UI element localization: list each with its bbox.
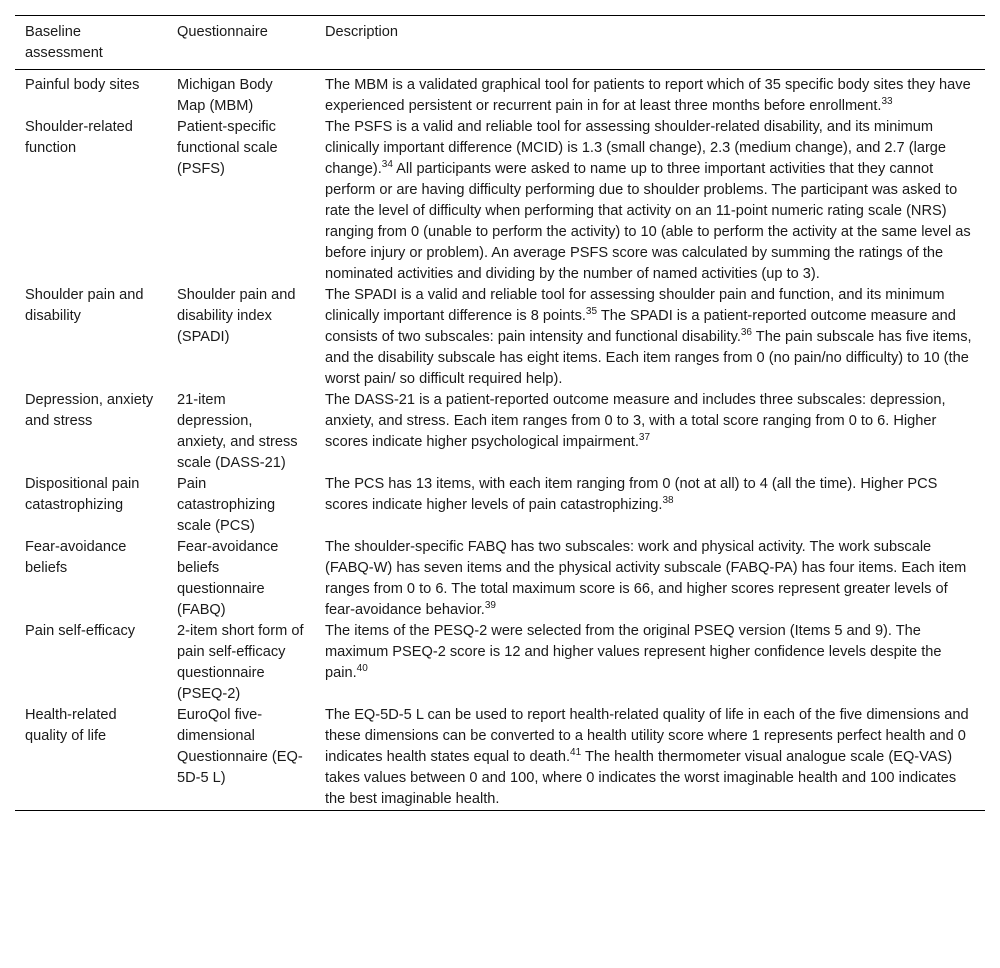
- cell-baseline-assessment: Dispositional pain catastrophizing: [25, 476, 140, 513]
- cell-baseline-assessment: Health-related quality of life: [25, 707, 117, 744]
- citation-superscript: 38: [662, 495, 674, 507]
- header-questionnaire: Questionnaire: [177, 24, 268, 40]
- citation-superscript: 37: [638, 432, 651, 444]
- cell-description: [315, 390, 985, 474]
- cell-questionnaire: Patient-specific functional scale (PSFS): [177, 119, 278, 177]
- header-row: [15, 16, 985, 70]
- table-header: [15, 16, 985, 70]
- description-text: The DASS-21 is a patient-reported outcome measure and includes three subscales: depression, anxiety, and stress. Each item ranges from 0 to 3, with a total score ranging from 0 to 6. Higher scores indicate higher psychological impairment.: [325, 392, 946, 450]
- citation-superscript: 33: [881, 96, 893, 108]
- cell-description: [315, 285, 985, 390]
- description-text: The items of the PESQ-2 were selected from the original PSEQ version (Items 5 and 9). The maximum PSEQ-2 score is 12 and higher values represent higher confidence levels despite the pain.: [325, 623, 942, 681]
- header-baseline-assessment: Baseline assessment: [25, 24, 103, 61]
- citation-superscript: 34: [381, 159, 393, 171]
- description-text: The EQ-5D-5 L can be used to report health-related quality of life in each of the five dimensions and these dimensions can be converted to a health utility score where 1 represents perfect health and 0 indicates health states equal to death.: [325, 707, 969, 765]
- cell-baseline-assessment: Pain self-efficacy: [25, 623, 136, 639]
- description-text: All participants were asked to name up to three important activities that they cannot perform or are having difficulty performing due to shoulder problems. The participant was asked to rate the level of difficulty when performing that activity on an 11-point numeric rating scale (NRS) ranging from 0 (unable to perform the activity) to 10 (able to perform the activity at the same level as before injury or problem). An average PSFS score was calculated by summing the ratings of the nominated activities and dividing by the number of named activities (up to 3).: [325, 161, 971, 282]
- assessment-table-container: [15, 15, 985, 811]
- header-description: Description: [325, 24, 398, 40]
- table-row: [15, 285, 985, 390]
- cell-questionnaire: 2-item short form of pain self-efficacy questionnaire (PSEQ-2): [177, 623, 304, 702]
- cell-questionnaire: EuroQol five-dimensional Questionnaire (EQ-5D-5 L): [177, 707, 303, 786]
- description-text: The PCS has 13 items, with each item ranging from 0 (not at all) to 4 (all the time). Higher PCS scores indicate higher levels of pain catastrophizing.: [325, 476, 938, 513]
- cell-description: [315, 70, 985, 118]
- cell-description: [315, 117, 985, 285]
- cell-questionnaire: Pain catastrophizing scale (PCS): [177, 476, 276, 534]
- table-row: [15, 117, 985, 285]
- citation-superscript: 39: [484, 600, 496, 612]
- description-text: The health thermometer visual analogue scale (EQ-VAS) takes values between 0 and 100, where 0 indicates the worst imaginable health and 100 indicates the best imaginable health.: [325, 749, 957, 807]
- cell-baseline-assessment: Shoulder pain and disability: [25, 287, 144, 324]
- citation-superscript: 35: [585, 306, 598, 318]
- assessment-table: [15, 15, 985, 811]
- description-text: The shoulder-specific FABQ has two subscales: work and physical activity. The work subscale (FABQ-W) has seven items and the physical activity subscale (FABQ-PA) has four items. Each item ranges from 0 to 6. The total maximum score is 66, and higher scores represent greater levels of fear-avoidance behavior.: [325, 539, 967, 618]
- description-text: The PSFS is a valid and reliable tool for assessing shoulder-related disability, and its minimum clinically important difference (MCID) is 1.3 (small change), 2.3 (medium change), and 2.7 (large change).: [325, 119, 947, 177]
- cell-baseline-assessment: Painful body sites: [25, 77, 140, 93]
- cell-baseline-assessment: Fear-avoidance beliefs: [25, 539, 127, 576]
- cell-description: [315, 537, 985, 621]
- cell-questionnaire: Michigan Body Map (MBM): [177, 77, 273, 114]
- table-row: [15, 621, 985, 705]
- table-row: [15, 474, 985, 537]
- table-row: [15, 390, 985, 474]
- table-row: [15, 705, 985, 811]
- description-text: The SPADI is a valid and reliable tool for assessing shoulder pain and function, and its minimum clinically important difference is 8 points.: [325, 287, 945, 324]
- description-text: The MBM is a validated graphical tool for patients to report which of 35 specific body sites they have experienced persistent or recurrent pain in for at least three months before enrollment.: [325, 77, 971, 114]
- cell-description: [315, 705, 985, 811]
- cell-baseline-assessment: Depression, anxiety and stress: [25, 392, 154, 429]
- table-row: [15, 537, 985, 621]
- cell-questionnaire: 21-item depression, anxiety, and stress scale (DASS-21): [177, 392, 298, 471]
- table-row: [15, 70, 985, 118]
- cell-questionnaire: Shoulder pain and disability index (SPADI): [177, 287, 296, 345]
- citation-superscript: 36: [740, 327, 752, 339]
- cell-baseline-assessment: Shoulder-related function: [25, 119, 133, 156]
- cell-description: [315, 474, 985, 537]
- cell-description: [315, 621, 985, 705]
- description-text: The pain subscale has five items, and the disability subscale has eight items. Each item ranges from 0 (no pain/no difficulty) to 10 (the worst pain/ so difficult required help).: [325, 329, 972, 387]
- citation-superscript: 41: [570, 747, 582, 759]
- citation-superscript: 40: [356, 663, 368, 675]
- description-text: The SPADI is a patient-reported outcome measure and consists of two subscales: pain intensity and functional disability.: [325, 308, 956, 345]
- table-body: [15, 70, 985, 811]
- cell-questionnaire: Fear-avoidance beliefs questionnaire (FABQ): [177, 539, 279, 618]
